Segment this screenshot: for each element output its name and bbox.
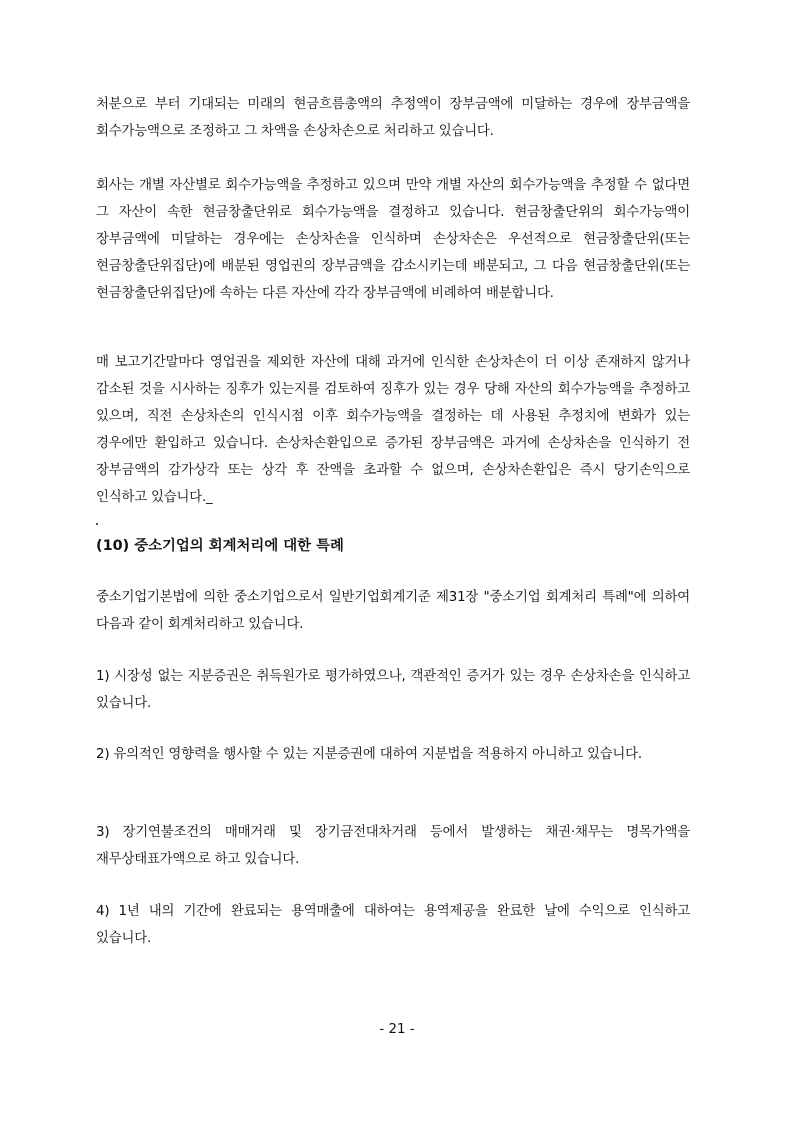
stray-mark [96, 523, 98, 525]
paragraph-impairment-intro: 처분으로 부터 기대되는 미래의 현금흐름총액의 추정액이 장부금액에 미달하는 경우에 장부금액을 회수가능액으로 조정하고 그 차액을 손상차손으로 처리하고 있습니다. [96, 97, 690, 139]
paragraph-impairment-reversal: 매 보고기간말마다 영업권을 제외한 자산에 대해 과거에 인식한 손상차손이 더 이상 존재하지 않거나 감소된 것을 시사하는 징후가 있는지를 검토하여 징후가 있는 경우 당해 자산의 회수가능액을 추정하고 있으며, 직전 손상차손의 인식시점 이후 회수가능액을 결정하는 데 사용된 추정치에 변화가 있는 경우에만 환입하고 있습니다. 손상차손환입으로 증가된 장부금액은 과거에 손상차손을 인식하기 전 장부금액의 감가상각 또는 상각 후 잔액을 초과할 수 없으며, 손상차손환입은 즉시 당기손익으로 인식하고 있습니다._ [96, 355, 690, 505]
paragraph-cash-generating-unit: 회사는 개별 자산별로 회수가능액을 추정하고 있으며 만약 개별 자산의 회수가능액을 추정할 수 없다면 그 자산이 속한 현금창출단위로 회수가능액을 결정하고 있습니다. 현금창출단위의 회수가능액이 장부금액에 미달하는 경우에는 손상차손을 인식하며 손상차손은 우선적으로 현금창출단위(또는 현금창출단위집단)에 배분된 영업권의 장부금액을 감소시키는데 배분되고, 그 다음 현금창출단위(또는 현금창출단위집단)에 속하는 다른 자산에 각각 장부금액에 비례하여 배분합니다. [96, 178, 690, 301]
section-heading: (10) 중소기업의 회계처리에 대한 특례 [96, 538, 344, 554]
list-item-1: 1) 시장성 없는 지분증권은 취득원가로 평가하였으나, 객관적인 증거가 있는 경우 손상차손을 인식하고 있습니다. [96, 669, 690, 711]
list-item-2: 2) 유의적인 영향력을 행사할 수 있는 지분증권에 대하여 지분법을 적용하지 아니하고 있습니다. [96, 747, 642, 762]
list-item-4: 4) 1년 내의 기간에 완료되는 용역매출에 대하여는 용역제공을 완료한 날에 수익으로 인식하고 있습니다. [96, 904, 690, 946]
paragraph-sme-intro: 중소기업기본법에 의한 중소기업으로서 일반기업회계기준 제31장 "중소기업 회계처리 특례"에 의하여 다음과 같이 회계처리하고 있습니다. [96, 590, 690, 632]
page-number: - 21 - [379, 1022, 415, 1037]
list-item-3: 3) 장기연불조건의 매매거래 및 장기금전대차거래 등에서 발생하는 채권·채무는 명목가액을 재무상태표가액으로 하고 있습니다. [96, 825, 690, 867]
